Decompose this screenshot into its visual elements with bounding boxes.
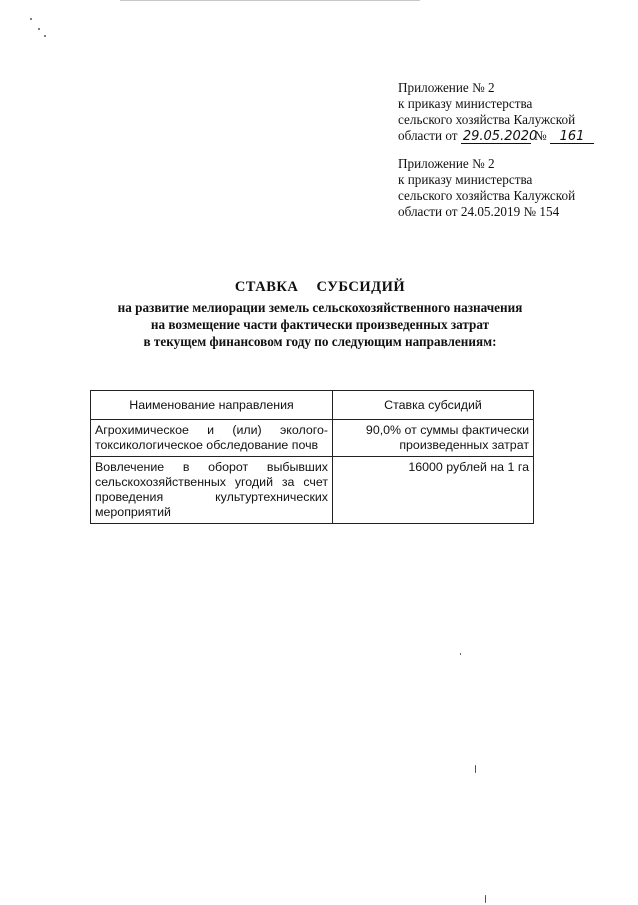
column-header-direction: Наименование направления xyxy=(91,391,333,420)
appendix-line: Приложение № 2 xyxy=(398,156,495,171)
appendix-line: к приказу министерства xyxy=(398,172,533,187)
rate-cell: 16000 рублей на 1 га xyxy=(333,457,534,524)
handwritten-number: 161 xyxy=(550,130,594,144)
appendix-prefix: области от xyxy=(398,128,458,143)
appendix-current xyxy=(398,80,594,144)
table-header-row xyxy=(91,391,534,420)
scan-speck xyxy=(38,28,40,30)
title-line: в текущем финансовом году по следующим направлениям: xyxy=(143,334,497,349)
appendix-line: области от 24.05.2019 № 154 xyxy=(398,204,560,219)
rate-cell: 90,0% от суммы фактически произведенных затрат xyxy=(333,420,534,457)
title-main: СТАВКА СУБСИДИЙ xyxy=(234,279,406,295)
column-header-rate: Ставка субсидий xyxy=(333,391,534,420)
appendix-date-line xyxy=(398,128,594,144)
number-sign: № xyxy=(534,128,547,143)
document-title xyxy=(40,279,600,350)
table-row xyxy=(91,420,534,457)
appendix-line: сельского хозяйства Калужской xyxy=(398,188,576,203)
direction-cell: Вовлечение в оборот выбывших сельскохозяйственных угодий за счет проведения культуртехнических мероприятий xyxy=(91,457,333,524)
appendix-line: сельского хозяйства Калужской xyxy=(398,112,576,127)
title-line: на возмещение части фактически произведенных затрат xyxy=(150,317,490,332)
scan-speck xyxy=(44,35,46,37)
scan-top-edge xyxy=(120,0,420,1)
handwritten-date: 29.05.2020 xyxy=(462,129,538,144)
subsidy-rates-table xyxy=(90,390,534,524)
scan-speck xyxy=(485,895,486,903)
appendix-line: к приказу министерства xyxy=(398,96,533,111)
title-line: на развитие мелиорации земель сельскохозяйственного назначения xyxy=(117,300,523,315)
appendix-line: Приложение № 2 xyxy=(398,80,495,95)
scan-speck xyxy=(460,653,461,655)
direction-cell: Агрохимическое и (или) эколого-токсикологическое обследование почв xyxy=(91,420,333,457)
appendix-previous xyxy=(398,156,575,220)
table-row xyxy=(91,457,534,524)
scan-speck xyxy=(30,18,32,20)
scan-speck xyxy=(475,765,476,773)
